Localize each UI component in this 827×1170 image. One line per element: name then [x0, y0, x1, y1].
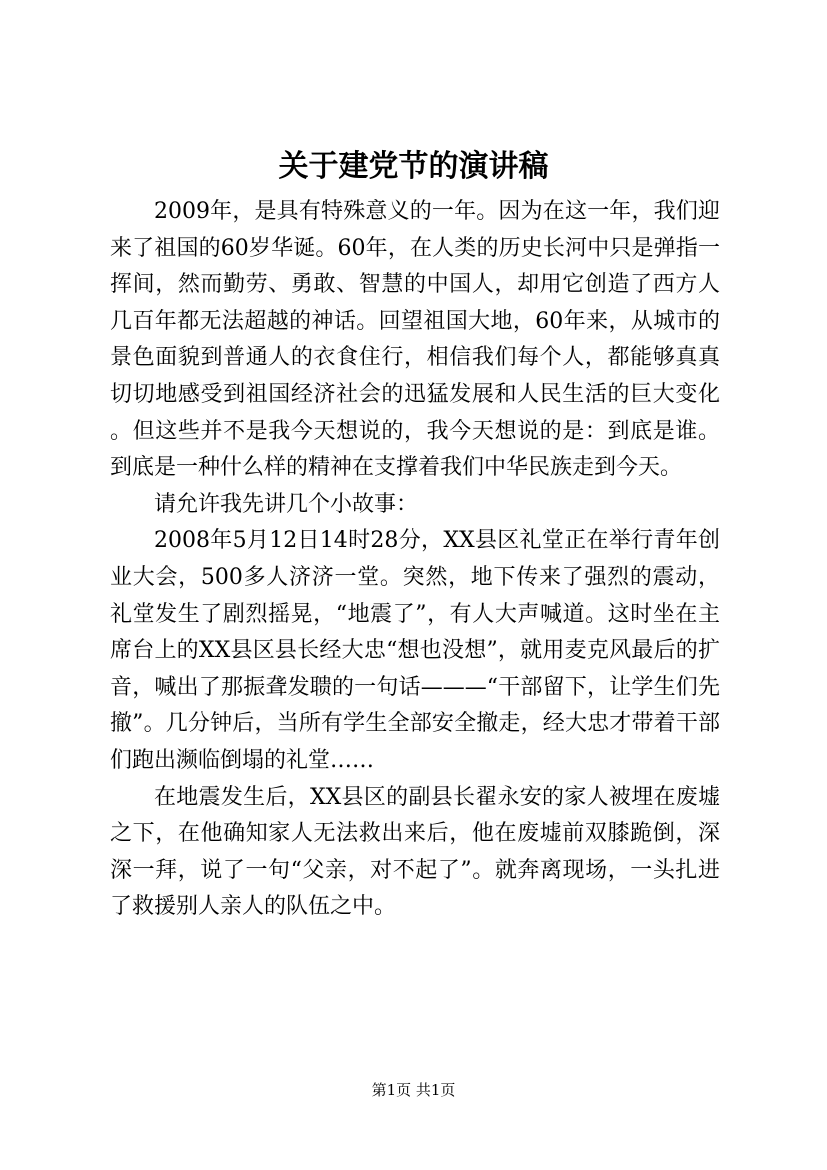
document-body [110, 194, 720, 926]
document-title: 关于建党节的演讲稿 [278, 149, 549, 184]
paragraph-3: 2008年5月12日14时28分，XX县区礼堂正在举行青年创业大会，500多人济济一堂。突然，地下传来了强烈的震动，礼堂发生了剧烈摇晃，“地震了”，有人大声喊道。这时坐在主席台上的XX县区县长经大忠“想也没想”，就用麦克风最后的扩音，喊出了那振聋发聩的一句话———“干部留下，让学生们先撤”。几分钟后，当所有学生全部安全撤走，经大忠才带着干部们跑出濒临倒塌的礼堂…… [110, 528, 720, 773]
paragraph-1: 2009年，是具有特殊意义的一年。因为在这一年，我们迎来了祖国的60岁华诞。60年，在人类的历史长河中只是弹指一挥间，然而勤劳、勇敢、智慧的中国人，却用它创造了西方人几百年都无法超越的神话。回望祖国大地，60年来，从城市的景色面貌到普通人的衣食住行，相信我们每个人，都能够真真切切地感受到祖国经济社会的迅猛发展和人民生活的巨大变化。但这些并不是我今天想说的，我今天想说的是：到底是谁。到底是一种什么样的精神在支撑着我们中华民族走到今天。 [110, 199, 720, 481]
paragraph-4: 在地震发生后，XX县区的副县长翟永安的家人被埋在废墟之下，在他确知家人无法救出来后，他在废墟前双膝跪倒，深深一拜，说了一句“父亲，对不起了”。就奔离现场，一头扎进了救援别人亲人的队伍之中。 [110, 784, 720, 920]
paragraph-2: 请允许我先讲几个小故事： [154, 491, 419, 517]
page-number-footer: 第1页 共1页 [371, 1081, 456, 1099]
